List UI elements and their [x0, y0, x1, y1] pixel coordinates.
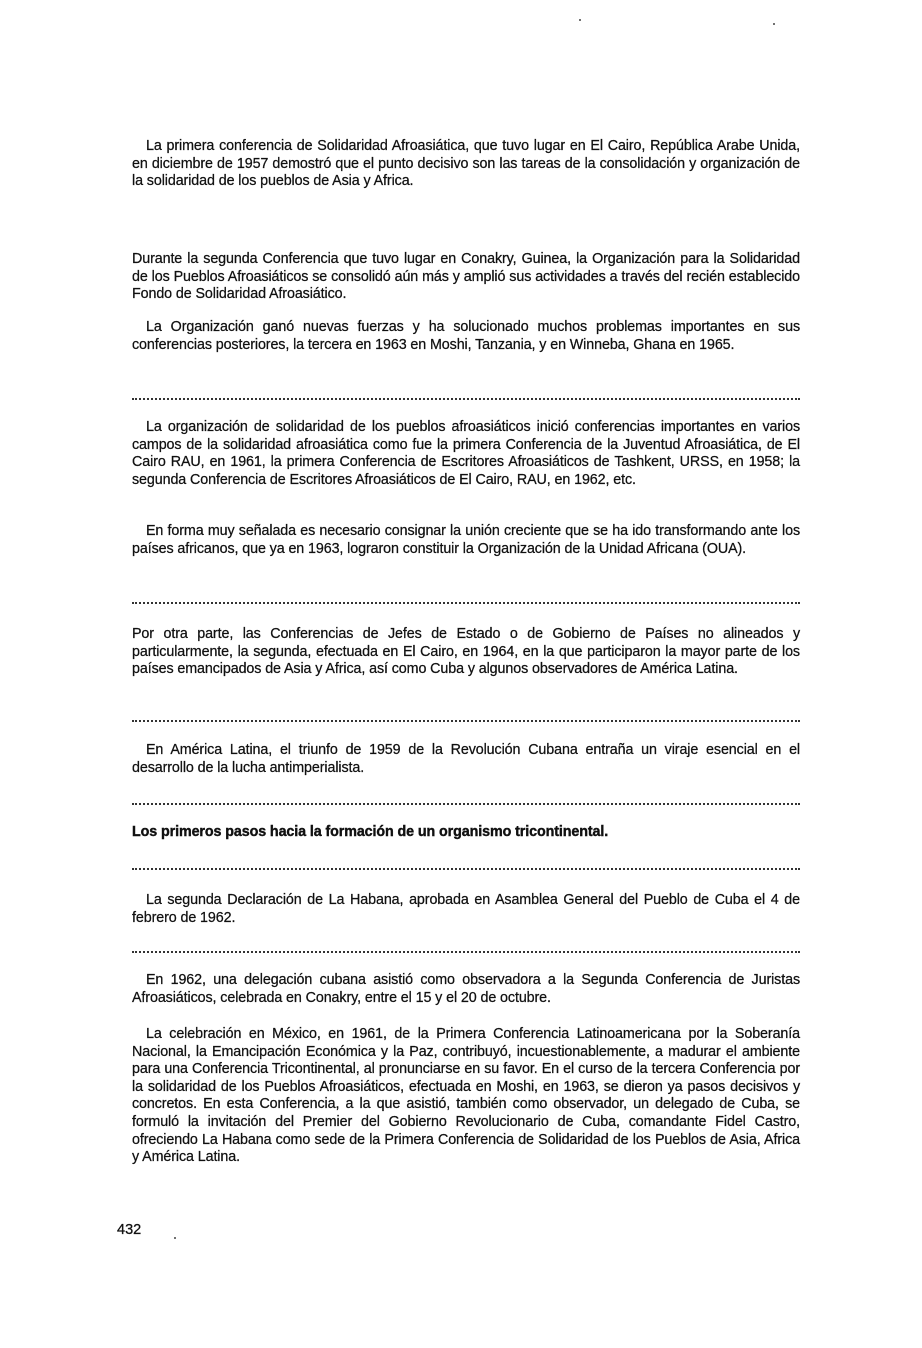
- dotted-separator: [132, 398, 800, 400]
- section-heading: Los primeros pasos hacia la formación de un organismo tricontinental.: [132, 824, 609, 840]
- dotted-separator: [132, 720, 800, 722]
- scan-speck: [579, 19, 581, 21]
- paragraph-afroasian-conferences: La organización de solidaridad de los pueblos afroasiáticos inició conferencias importantes en varios campos de la solidaridad afroasiática como fue la primera Conferencia de la Juventud Afroasiática, de El Cairo RAU, en 1961, la primera Conferencia de Escritores Afroasiáticos de Tashkent, URSS, en 1958; la segunda Conferencia de Escritores Afroasiáticos de El Cairo, RAU, en 1962, etc.: [132, 419, 800, 488]
- paragraph-havana-declaration: La segunda Declaración de La Habana, aprobada en Asamblea General del Pueblo de Cuba el 4 de febrero de 1962.: [132, 892, 800, 926]
- scan-speck: [174, 1237, 176, 1239]
- paragraph-jurists-conference: En 1962, una delegación cubana asistió como observadora a la Segunda Conferencia de Juristas Afroasiáticos, celebrada en Conakry, entre el 15 y el 20 de octubre.: [132, 972, 800, 1006]
- paragraph-cuban-revolution: En América Latina, el triunfo de 1959 de la Revolución Cubana entraña un viraje esencial en el desarrollo de la lucha antimperialista.: [132, 742, 800, 776]
- page-number: 432: [117, 1222, 142, 1238]
- paragraph-mexico-1961: La celebración en México, en 1961, de la Primera Conferencia Latinoamericana por la Soberanía Nacional, la Emancipación Económica y la Paz, contribuyó, incuestionablemente, a madurar el ambiente para una Conferencia Tricontinental, al pronunciarse en su favor. En el curso de la tercera Conferencia por la solidaridad de los Pueblos Afroasiáticos, efectuada en Moshi, en 1963, se dieron ya pasos decisivos y concretos. En esta Conferencia, a la que asistió, también como observador, un delegado de Cuba, se formuló la invitación del Premier del Gobierno Revolucionario de Cuba, comandante Fidel Castro, ofreciendo La Habana como sede de la Primera Conferencia de Solidaridad de los Pueblos de Asia, Africa y América Latina.: [132, 1026, 800, 1166]
- dotted-separator: [132, 803, 800, 805]
- paragraph-oua: En forma muy señalada es necesario consignar la unión creciente que se ha ido transformando ante los países africanos, que ya en 1963, lograron constituir la Organización de la Unidad Africana (OUA).: [132, 523, 800, 557]
- scan-speck: [773, 23, 775, 25]
- paragraph-cairo-1957: La primera conferencia de Solidaridad Afroasiática, que tuvo lugar en El Cairo, República Arabe Unida, en diciembre de 1957 demostró que el punto decisivo son las tareas de la consolidación y organización de la solidaridad de los pueblos de Asia y Africa.: [132, 138, 800, 190]
- dotted-separator: [132, 602, 800, 604]
- paragraph-non-aligned: Por otra parte, las Conferencias de Jefes de Estado o de Gobierno de Países no alineados y particularmente, la segunda, efectuada en El Cairo, en 1964, en la que participaron la mayor parte de los países emancipados de Asia y Africa, así como Cuba y algunos observadores de América Latina.: [132, 626, 800, 678]
- paragraph-conakry-conference: Durante la segunda Conferencia que tuvo lugar en Conakry, Guinea, la Organización para la Solidaridad de los Pueblos Afroasiáticos se consolidó aún más y amplió sus actividades a través del recién establecido Fondo de Solidaridad Afroasiático.: [132, 251, 800, 303]
- dotted-separator: [132, 868, 800, 870]
- dotted-separator: [132, 951, 800, 953]
- paragraph-later-conferences: La Organización ganó nuevas fuerzas y ha solucionado muchos problemas importantes en sus conferencias posteriores, la tercera en 1963 en Moshi, Tanzania, y en Winneba, Ghana en 1965.: [132, 319, 800, 353]
